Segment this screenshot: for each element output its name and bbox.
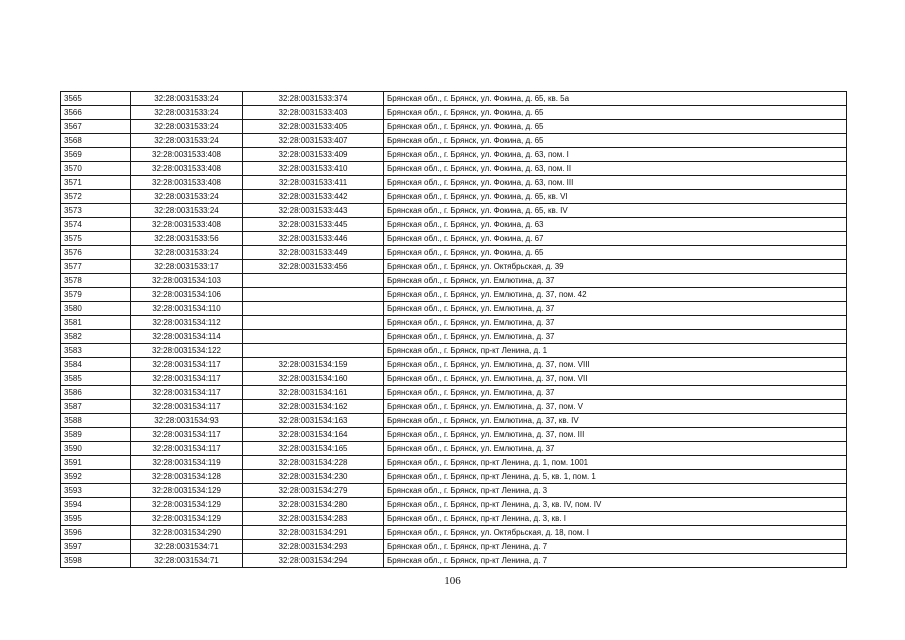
object-number-cell: 32:28:0031534:283	[243, 512, 384, 526]
address-cell: Брянская обл., г. Брянск, ул. Емлютина, д. 37	[384, 442, 847, 456]
cadastral-register-table	[60, 91, 847, 568]
address-cell: Брянская обл., г. Брянск, пр-кт Ленина, д. 1, пом. 1001	[384, 456, 847, 470]
address-cell: Брянская обл., г. Брянск, ул. Фокина, д. 65	[384, 246, 847, 260]
table-row	[61, 302, 847, 316]
table-row	[61, 260, 847, 274]
object-number-cell: 32:28:0031534:291	[243, 526, 384, 540]
row-number-cell: 3588	[61, 414, 131, 428]
row-number-cell: 3590	[61, 442, 131, 456]
table-row	[61, 512, 847, 526]
row-number-cell: 3572	[61, 190, 131, 204]
row-number-cell: 3595	[61, 512, 131, 526]
table-row	[61, 344, 847, 358]
cadastral-number-cell: 32:28:0031534:129	[131, 498, 243, 512]
address-cell: Брянская обл., г. Брянск, пр-кт Ленина, д. 7	[384, 554, 847, 568]
object-number-cell	[243, 288, 384, 302]
address-cell: Брянская обл., г. Брянск, ул. Емлютина, д. 37, пом. V	[384, 400, 847, 414]
object-number-cell: 32:28:0031534:160	[243, 372, 384, 386]
cadastral-number-cell: 32:28:0031533:24	[131, 204, 243, 218]
table-row	[61, 274, 847, 288]
cadastral-number-cell: 32:28:0031534:129	[131, 512, 243, 526]
row-number-cell: 3580	[61, 302, 131, 316]
row-number-cell: 3568	[61, 134, 131, 148]
cadastral-number-cell: 32:28:0031533:408	[131, 162, 243, 176]
address-cell: Брянская обл., г. Брянск, ул. Фокина, д. 65, кв. VI	[384, 190, 847, 204]
table-row	[61, 498, 847, 512]
object-number-cell	[243, 316, 384, 330]
row-number-cell: 3586	[61, 386, 131, 400]
row-number-cell: 3587	[61, 400, 131, 414]
table-row	[61, 554, 847, 568]
object-number-cell: 32:28:0031534:163	[243, 414, 384, 428]
address-cell: Брянская обл., г. Брянск, пр-кт Ленина, д. 5, кв. 1, пом. 1	[384, 470, 847, 484]
row-number-cell: 3569	[61, 148, 131, 162]
object-number-cell: 32:28:0031533:403	[243, 106, 384, 120]
object-number-cell	[243, 302, 384, 316]
address-cell: Брянская обл., г. Брянск, ул. Емлютина, д. 37, кв. IV	[384, 414, 847, 428]
address-cell: Брянская обл., г. Брянск, ул. Емлютина, д. 37	[384, 316, 847, 330]
table-row	[61, 470, 847, 484]
address-cell: Брянская обл., г. Брянск, ул. Фокина, д. 65	[384, 120, 847, 134]
address-cell: Брянская обл., г. Брянск, пр-кт Ленина, д. 3	[384, 484, 847, 498]
object-number-cell	[243, 330, 384, 344]
address-cell: Брянская обл., г. Брянск, ул. Фокина, д. 63	[384, 218, 847, 232]
object-number-cell: 32:28:0031533:374	[243, 92, 384, 106]
table-row	[61, 232, 847, 246]
object-number-cell	[243, 274, 384, 288]
object-number-cell: 32:28:0031533:410	[243, 162, 384, 176]
table-row	[61, 218, 847, 232]
row-number-cell: 3583	[61, 344, 131, 358]
address-cell: Брянская обл., г. Брянск, ул. Октябрьская, д. 39	[384, 260, 847, 274]
cadastral-number-cell: 32:28:0031534:106	[131, 288, 243, 302]
table-row	[61, 120, 847, 134]
page-number: 106	[444, 575, 461, 587]
table-row	[61, 540, 847, 554]
table-row	[61, 148, 847, 162]
table-row	[61, 526, 847, 540]
table-row	[61, 316, 847, 330]
cadastral-number-cell: 32:28:0031534:71	[131, 540, 243, 554]
address-cell: Брянская обл., г. Брянск, ул. Фокина, д. 63, пом. I	[384, 148, 847, 162]
cadastral-number-cell: 32:28:0031534:290	[131, 526, 243, 540]
table-row	[61, 190, 847, 204]
address-cell: Брянская обл., г. Брянск, ул. Емлютина, д. 37, пом. VII	[384, 372, 847, 386]
object-number-cell	[243, 344, 384, 358]
register-table-body	[61, 92, 847, 568]
table-row	[61, 204, 847, 218]
cadastral-number-cell: 32:28:0031533:408	[131, 218, 243, 232]
address-cell: Брянская обл., г. Брянск, ул. Фокина, д. 65, кв. IV	[384, 204, 847, 218]
row-number-cell: 3565	[61, 92, 131, 106]
address-cell: Брянская обл., г. Брянск, ул. Емлютина, д. 37, пом. 42	[384, 288, 847, 302]
address-cell: Брянская обл., г. Брянск, ул. Фокина, д. 65	[384, 106, 847, 120]
object-number-cell: 32:28:0031533:409	[243, 148, 384, 162]
cadastral-number-cell: 32:28:0031534:128	[131, 470, 243, 484]
address-cell: Брянская обл., г. Брянск, ул. Фокина, д. 65, кв. 5а	[384, 92, 847, 106]
address-cell: Брянская обл., г. Брянск, ул. Емлютина, д. 37, пом. VIII	[384, 358, 847, 372]
row-number-cell: 3576	[61, 246, 131, 260]
cadastral-number-cell: 32:28:0031533:24	[131, 190, 243, 204]
table-row	[61, 288, 847, 302]
cadastral-number-cell: 32:28:0031534:110	[131, 302, 243, 316]
table-row	[61, 372, 847, 386]
table-row	[61, 414, 847, 428]
row-number-cell: 3584	[61, 358, 131, 372]
table-row	[61, 246, 847, 260]
cadastral-number-cell: 32:28:0031534:117	[131, 386, 243, 400]
row-number-cell: 3592	[61, 470, 131, 484]
row-number-cell: 3575	[61, 232, 131, 246]
cadastral-number-cell: 32:28:0031533:17	[131, 260, 243, 274]
address-cell: Брянская обл., г. Брянск, ул. Емлютина, д. 37	[384, 330, 847, 344]
address-cell: Брянская обл., г. Брянск, пр-кт Ленина, д. 3, кв. IV, пом. IV	[384, 498, 847, 512]
row-number-cell: 3579	[61, 288, 131, 302]
object-number-cell: 32:28:0031534:280	[243, 498, 384, 512]
address-cell: Брянская обл., г. Брянск, пр-кт Ленина, д. 3, кв. I	[384, 512, 847, 526]
row-number-cell: 3589	[61, 428, 131, 442]
cadastral-number-cell: 32:28:0031534:122	[131, 344, 243, 358]
cadastral-number-cell: 32:28:0031533:24	[131, 106, 243, 120]
object-number-cell: 32:28:0031534:165	[243, 442, 384, 456]
cadastral-number-cell: 32:28:0031533:24	[131, 92, 243, 106]
object-number-cell: 32:28:0031534:164	[243, 428, 384, 442]
object-number-cell: 32:28:0031534:159	[243, 358, 384, 372]
row-number-cell: 3573	[61, 204, 131, 218]
row-number-cell: 3597	[61, 540, 131, 554]
cadastral-number-cell: 32:28:0031534:117	[131, 442, 243, 456]
cadastral-number-cell: 32:28:0031533:24	[131, 246, 243, 260]
cadastral-number-cell: 32:28:0031534:119	[131, 456, 243, 470]
address-cell: Брянская обл., г. Брянск, ул. Фокина, д. 63, пом. III	[384, 176, 847, 190]
row-number-cell: 3585	[61, 372, 131, 386]
object-number-cell: 32:28:0031533:449	[243, 246, 384, 260]
table-row	[61, 386, 847, 400]
object-number-cell: 32:28:0031534:162	[243, 400, 384, 414]
object-number-cell: 32:28:0031533:411	[243, 176, 384, 190]
cadastral-number-cell: 32:28:0031534:112	[131, 316, 243, 330]
object-number-cell: 32:28:0031534:279	[243, 484, 384, 498]
row-number-cell: 3570	[61, 162, 131, 176]
object-number-cell: 32:28:0031534:293	[243, 540, 384, 554]
cadastral-number-cell: 32:28:0031534:117	[131, 428, 243, 442]
row-number-cell: 3581	[61, 316, 131, 330]
row-number-cell: 3596	[61, 526, 131, 540]
address-cell: Брянская обл., г. Брянск, ул. Фокина, д. 63, пом. II	[384, 162, 847, 176]
address-cell: Брянская обл., г. Брянск, ул. Емлютина, д. 37	[384, 386, 847, 400]
object-number-cell: 32:28:0031533:456	[243, 260, 384, 274]
cadastral-number-cell: 32:28:0031534:129	[131, 484, 243, 498]
cadastral-number-cell: 32:28:0031534:103	[131, 274, 243, 288]
table-row	[61, 358, 847, 372]
cadastral-number-cell: 32:28:0031534:117	[131, 372, 243, 386]
cadastral-number-cell: 32:28:0031533:24	[131, 120, 243, 134]
row-number-cell: 3593	[61, 484, 131, 498]
cadastral-number-cell: 32:28:0031533:408	[131, 148, 243, 162]
object-number-cell: 32:28:0031533:442	[243, 190, 384, 204]
row-number-cell: 3582	[61, 330, 131, 344]
table-row	[61, 134, 847, 148]
address-cell: Брянская обл., г. Брянск, пр-кт Ленина, д. 1	[384, 344, 847, 358]
address-cell: Брянская обл., г. Брянск, пр-кт Ленина, д. 7	[384, 540, 847, 554]
table-row	[61, 92, 847, 106]
object-number-cell: 32:28:0031534:294	[243, 554, 384, 568]
table-row	[61, 442, 847, 456]
row-number-cell: 3578	[61, 274, 131, 288]
row-number-cell: 3566	[61, 106, 131, 120]
cadastral-number-cell: 32:28:0031533:24	[131, 134, 243, 148]
table-row	[61, 330, 847, 344]
row-number-cell: 3567	[61, 120, 131, 134]
table-row	[61, 428, 847, 442]
table-row	[61, 176, 847, 190]
object-number-cell: 32:28:0031533:407	[243, 134, 384, 148]
address-cell: Брянская обл., г. Брянск, ул. Фокина, д. 67	[384, 232, 847, 246]
address-cell: Брянская обл., г. Брянск, ул. Фокина, д. 65	[384, 134, 847, 148]
object-number-cell: 32:28:0031533:445	[243, 218, 384, 232]
cadastral-number-cell: 32:28:0031534:117	[131, 400, 243, 414]
object-number-cell: 32:28:0031533:405	[243, 120, 384, 134]
cadastral-number-cell: 32:28:0031534:114	[131, 330, 243, 344]
object-number-cell: 32:28:0031534:228	[243, 456, 384, 470]
row-number-cell: 3594	[61, 498, 131, 512]
table-row	[61, 400, 847, 414]
row-number-cell: 3598	[61, 554, 131, 568]
row-number-cell: 3574	[61, 218, 131, 232]
table-row	[61, 484, 847, 498]
cadastral-number-cell: 32:28:0031533:56	[131, 232, 243, 246]
object-number-cell: 32:28:0031534:161	[243, 386, 384, 400]
table-row	[61, 162, 847, 176]
cadastral-number-cell: 32:28:0031534:93	[131, 414, 243, 428]
address-cell: Брянская обл., г. Брянск, ул. Октябрьская, д. 18, пом. I	[384, 526, 847, 540]
object-number-cell: 32:28:0031533:446	[243, 232, 384, 246]
object-number-cell: 32:28:0031534:230	[243, 470, 384, 484]
address-cell: Брянская обл., г. Брянск, ул. Емлютина, д. 37, пом. III	[384, 428, 847, 442]
cadastral-number-cell: 32:28:0031534:117	[131, 358, 243, 372]
row-number-cell: 3571	[61, 176, 131, 190]
row-number-cell: 3591	[61, 456, 131, 470]
address-cell: Брянская обл., г. Брянск, ул. Емлютина, д. 37	[384, 302, 847, 316]
object-number-cell: 32:28:0031533:443	[243, 204, 384, 218]
table-row	[61, 456, 847, 470]
cadastral-number-cell: 32:28:0031533:408	[131, 176, 243, 190]
address-cell: Брянская обл., г. Брянск, ул. Емлютина, д. 37	[384, 274, 847, 288]
row-number-cell: 3577	[61, 260, 131, 274]
cadastral-number-cell: 32:28:0031534:71	[131, 554, 243, 568]
table-row	[61, 106, 847, 120]
